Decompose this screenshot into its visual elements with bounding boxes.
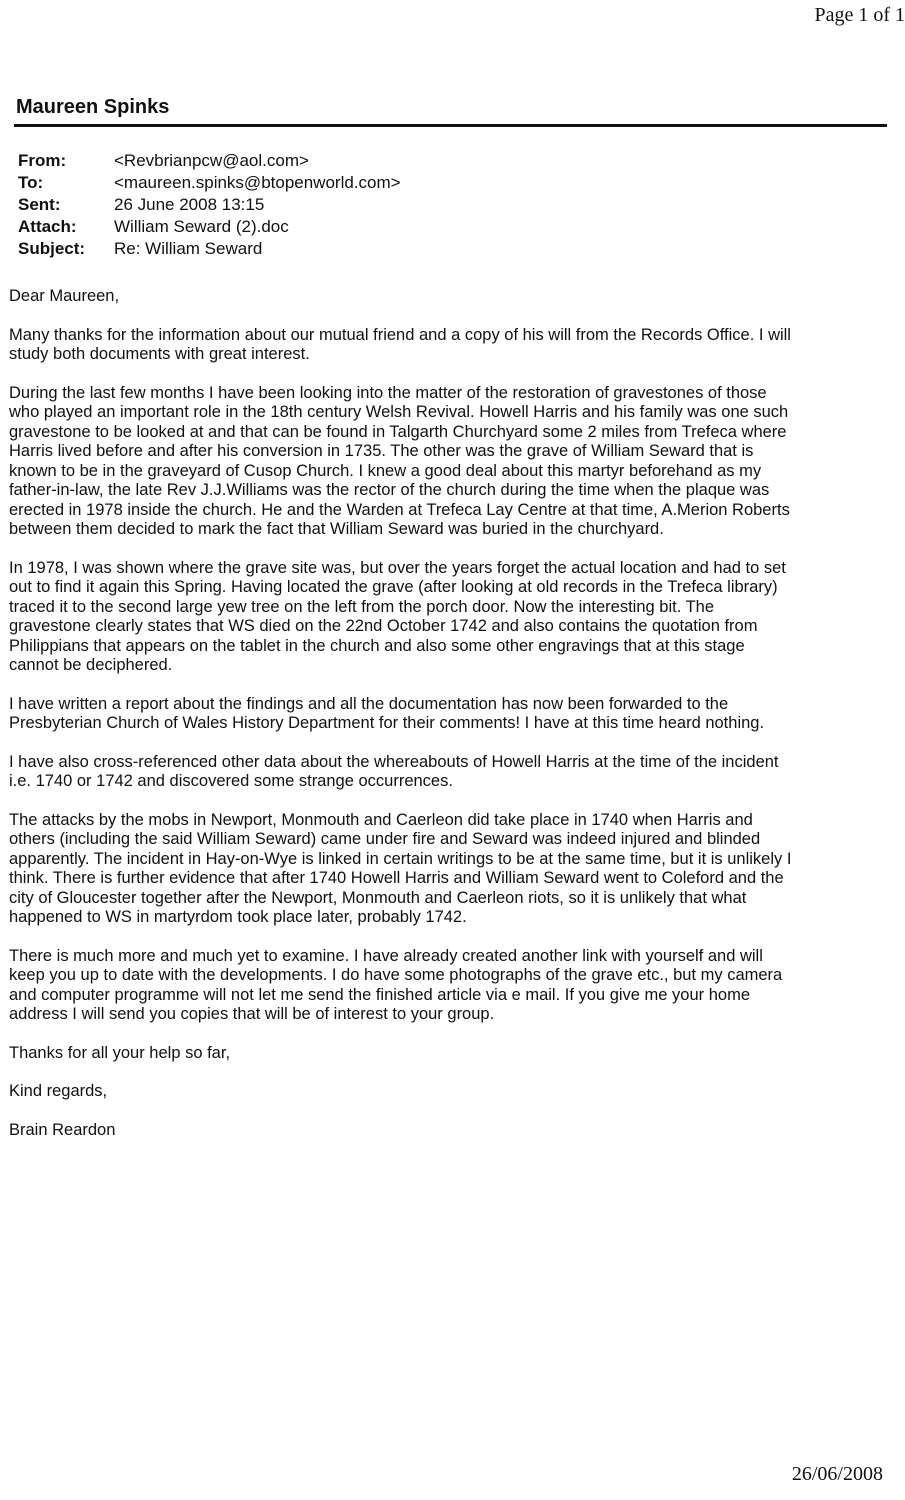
body-line: apparently. The incident in Hay-on-Wye is linked in certain writings to be at the same time, but it is unlikely I	[9, 849, 792, 868]
paragraph-report	[9, 695, 893, 734]
body-line: I have written a report about the findings and all the documentation has now been forwarded to the	[9, 694, 729, 713]
header-row-subject	[18, 238, 401, 260]
header-row-to	[18, 172, 401, 194]
header-label: Sent:	[18, 195, 61, 214]
body-line: erected in 1978 inside the church. He and the Warden at Trefeca Lay Centre at that time, A.Merion Roberts	[9, 500, 790, 519]
body-line: Many thanks for the information about our mutual friend and a copy of his will from the Records Office. I will	[9, 325, 791, 344]
body-line: out to find it again this Spring. Having located the grave (after looking at old records in the Trefeca library)	[9, 578, 778, 596]
attachment-name: William Seward (2).doc	[114, 217, 289, 236]
signature: Brain Reardon	[9, 1120, 116, 1139]
print-date-stamp: 26/06/2008	[791, 1463, 883, 1485]
header-row-sent	[18, 194, 401, 216]
body-line: city of Gloucester together after the Newport, Monmouth and Caerleon riots, so it is unlikely that what	[9, 888, 747, 907]
body-line: i.e. 1740 or 1742 and discovered some strange occurrences.	[9, 772, 453, 790]
subject-text: Re: William Seward	[114, 239, 263, 258]
body-line: who played an important role in the 18th century Welsh Revival. Howell Harris and his family was one such	[9, 403, 789, 421]
body-line: think. There is further evidence that after 1740 Howell Harris and William Seward went to Coleford and the	[9, 869, 784, 887]
body-line: between them decided to mark the fact that William Seward was buried in the churchyard.	[9, 520, 664, 538]
header-label: From:	[18, 151, 67, 170]
mailbox-owner-name: Maureen Spinks	[16, 96, 170, 118]
body-line: During the last few months I have been looking into the matter of the restoration of gravestones of those	[9, 383, 767, 402]
header-label: Subject:	[18, 239, 86, 258]
body-line: study both documents with great interest.	[9, 345, 310, 363]
body-line: cannot be deciphered.	[9, 656, 173, 674]
body-line: address I will send you copies that will be of interest to your group.	[9, 1005, 495, 1023]
paragraph-more-to-examine	[9, 947, 893, 1025]
body-line: Presbyterian Church of Wales History Department for their comments! I have at this time heard nothing.	[9, 714, 765, 732]
body-line: others (including the said William Seward) came under fire and Seward was indeed injured and blinded	[9, 830, 761, 848]
body-line: and computer programme will not let me send the finished article via e mail. If you give me your home	[9, 985, 751, 1004]
paragraph-attacks	[9, 811, 893, 928]
header-row-attach	[18, 216, 401, 238]
body-line: There is much more and much yet to examine. I have already created another link with yourself and will	[9, 946, 763, 965]
body-line: Philippians that appears on the tablet in the church and also some other engravings that at this stage	[9, 636, 745, 655]
body-line: In 1978, I was shown where the grave site was, but over the years forget the actual location and had to set	[9, 558, 786, 577]
header-divider	[14, 124, 887, 127]
body-line: known to be in the graveyard of Cusop Church. I knew a good deal about this martyr beforehand as my	[9, 461, 762, 480]
greeting: Dear Maureen,	[9, 287, 120, 305]
closing-regards: Kind regards,	[9, 1082, 108, 1100]
body-line: happened to WS in martyrdom took place later, probably 1742.	[9, 908, 467, 926]
body-line: keep you up to date with the developments. I do have some photographs of the grave etc., but my camera	[9, 966, 783, 984]
header-label: To:	[18, 173, 44, 192]
paragraph-cross-reference	[9, 753, 893, 792]
paragraph-thanks	[9, 326, 893, 365]
sent-date: 26 June 2008 13:15	[114, 195, 265, 214]
from-address: <Revbrianpcw@aol.com>	[114, 151, 309, 170]
body-line: The attacks by the mobs in Newport, Monmouth and Caerleon did take place in 1740 when Harris and	[9, 810, 753, 829]
body-line: traced it to the second large yew tree on the left from the porch door. Now the interesting bit. The	[9, 597, 715, 616]
closing-thanks: Thanks for all your help so far,	[9, 1043, 231, 1062]
email-header-block	[18, 150, 401, 260]
body-line: gravestone to be looked at and that can be found in Talgarth Churchyard some 2 miles from Trefeca where	[9, 422, 787, 441]
body-line: I have also cross-referenced other data about the whereabouts of Howell Harris at the time of the incident	[9, 752, 779, 771]
email-body	[9, 287, 893, 1159]
to-address: <maureen.spinks@btopenworld.com>	[114, 173, 401, 192]
body-line: father-in-law, the late Rev J.J.Williams was the rector of the church during the time when the plaque was	[9, 481, 770, 499]
body-line: gravestone clearly states that WS died on the 22nd October 1742 and also contains the quotation from	[9, 617, 758, 635]
body-line: Harris lived before and after his conversion in 1735. The other was the grave of William Seward that is	[9, 442, 754, 460]
header-label: Attach:	[18, 217, 77, 236]
page-number: Page 1 of 1	[814, 4, 905, 26]
paragraph-grave-site	[9, 559, 893, 676]
paragraph-gravestones	[9, 384, 893, 540]
header-row-from	[18, 150, 401, 172]
